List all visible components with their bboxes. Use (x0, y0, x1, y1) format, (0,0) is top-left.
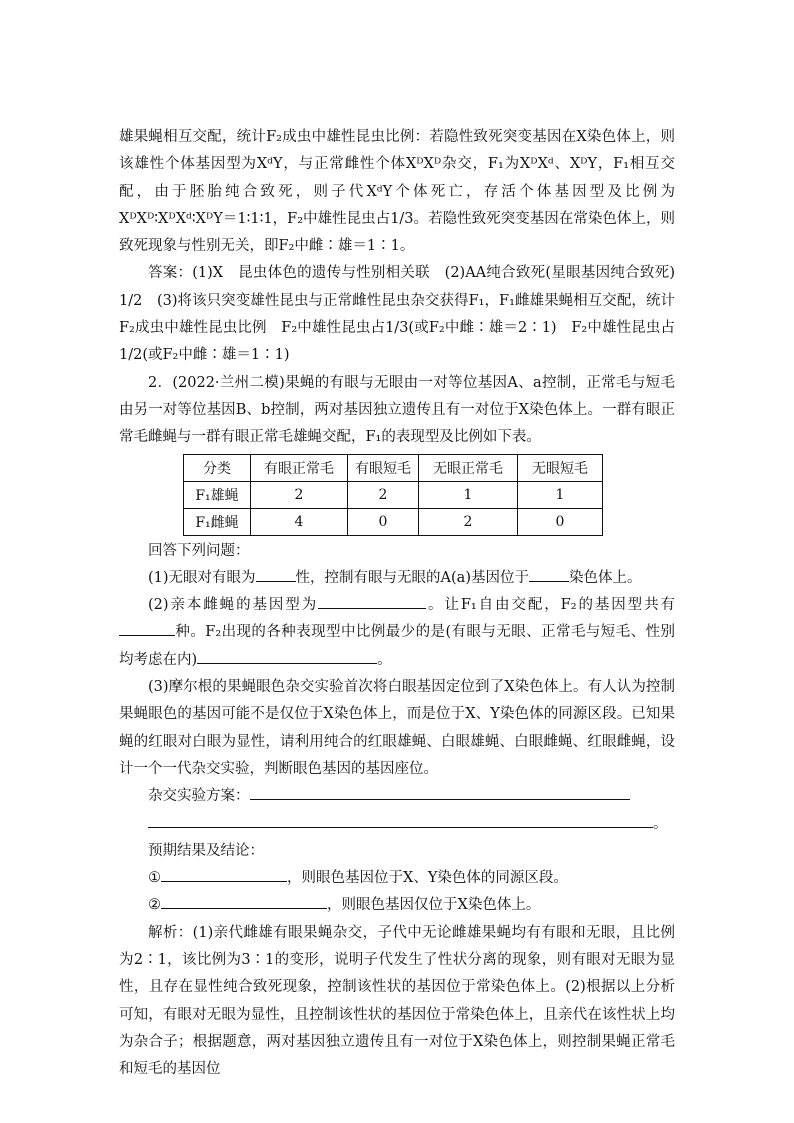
answer-paragraph: 答案：(1)X 昆虫体色的遗传与性别相关联 (2)AA纯合致死(星眼基因纯合致死) 1/2 (3)将该只突变雄性昆虫与正常雌性昆虫杂交获得F₁，F₁雌雄果蝇相互交配，统计F₂成虫中雄性昆虫比例 F₂中雄性昆虫占1/3(或F₂中雌∶雄＝2∶1) F₂中雄性昆虫占1/2(或F₂中雌∶雄＝1∶1) (119, 265, 690, 364)
table-cell: 0 (348, 508, 419, 535)
question-2 (119, 592, 675, 674)
table-header-cell: 有眼正常毛 (251, 454, 348, 481)
result-1-num: ① (148, 870, 161, 887)
q1-text-a: (1)无眼对有眼为 (148, 569, 256, 586)
result-1 (119, 865, 675, 892)
answer-blank[interactable] (119, 619, 175, 636)
answer-blank[interactable] (148, 811, 653, 828)
table-row (184, 508, 603, 535)
phenotype-table (183, 454, 603, 536)
table-cell: 4 (251, 508, 348, 535)
question-1 (119, 565, 675, 592)
question-3: (3)摩尔根的果蝇眼色杂交实验首次将白眼基因定位到了X染色体上。有人认为控制果蝇眼色的基因可能不是仅位于X染色体上，而是位于X、Y染色体的同源区段。已知果蝇的红眼对白眼为显性，请利用纯合的红眼雄蝇、白眼雄蝇、白眼雌蝇、红眼雌蝇，设计一个一代杂交实验，判断眼色基因的基因座位。 (119, 679, 675, 777)
period: 。 (653, 815, 668, 832)
table-cell: 0 (518, 508, 603, 535)
table-header-cell: 有眼短毛 (348, 454, 419, 481)
result-2 (119, 892, 675, 919)
answer-blank[interactable] (250, 783, 630, 800)
paragraph-intro: 雄果蝇相互交配，统计F₂成虫中雄性昆虫比例：若隐性致死突变基因在X染色体上，则该雄性个体基因型为XᵈY，与正常雌性个体XᴰXᴰ杂交，F₁为XᴰXᵈ、XᴰY，F₁相互交配，由于胚胎纯合致死，则子代XᵈY个体死亡，存活个体基因型及比例为XᴰXᴰ∶XᴰXᵈ∶XᴰY＝1∶1∶1，F₂中雄性昆虫占1/3。若隐性致死突变基因在常染色体上，则致死现象与性别无关，即F₂中雌∶雄＝1∶1。 (119, 129, 675, 255)
q1-text-b: 性，控制有眼与无眼的A(a)基因位于 (295, 569, 529, 586)
q2-text-d: 。 (377, 651, 392, 668)
table-cell: 1 (518, 481, 603, 508)
q2-text-b: 。让F₁自由交配，F₂的基因型共有 (426, 597, 675, 614)
scheme-line (119, 783, 675, 810)
answer-blank[interactable] (529, 565, 569, 582)
result-2-text: ，则眼色基因仅位于X染色体上。 (327, 897, 541, 914)
analysis-paragraph: 解析：(1)亲代雌雄有眼果蝇杂交，子代中无论雌雄果蝇均有有眼和无眼，且比例为2∶1，该比例为3∶1的变形，说明子代发生了性状分离的现象，则有眼对无眼为显性，且存在显性纯合致死现象，控制该性状的基因位于常染色体上。(2)根据以上分析可知，有眼对无眼为显性，且控制该性状的基因位于常染色体上，且亲代在该性状上均为杂合子；根据题意，两对基因独立遗传且有一对位于X染色体上，则控制果蝇正常毛和短毛的基因位 (119, 924, 675, 1078)
answer-blank[interactable] (318, 592, 426, 609)
table-header-cell: 分类 (184, 454, 251, 481)
scheme-line-2 (119, 811, 675, 838)
answer-prompt: 回答下列问题： (148, 542, 250, 559)
answer-blank[interactable] (161, 865, 287, 882)
expect-label: 预期结果及结论： (148, 842, 264, 859)
q2-text-a: (2)亲本雌蝇的基因型为 (148, 597, 319, 614)
table-cell: 1 (419, 481, 518, 508)
document-page (119, 124, 690, 1084)
q2-text-c: 种。F₂出现的各种表现型中比例最少的是(有眼与无眼、正常毛与短毛、性别均考虑在内) (119, 624, 675, 668)
answer-blank[interactable] (197, 647, 377, 664)
answer-blank[interactable] (256, 565, 296, 582)
table-header-cell: 无眼正常毛 (419, 454, 518, 481)
question-2-stem: 2．(2022·兰州二模)果蝇的有眼与无眼由一对等位基因A、a控制，正常毛与短毛由另一对等位基因B、b控制，两对基因独立遗传且有一对位于X染色体上。一群有眼正常毛雌蝇与一群有眼正常毛雄蝇交配，F₁的表现型及比例如下表。 (119, 374, 675, 446)
table-cell: 2 (251, 481, 348, 508)
table-row (184, 481, 603, 508)
q1-text-c: 染色体上。 (568, 569, 642, 586)
result-2-num: ② (148, 897, 161, 914)
answer-blank[interactable] (161, 892, 327, 909)
table-header-row (184, 454, 603, 481)
table-cell: F₁雌蝇 (184, 508, 251, 535)
table-cell: 2 (348, 481, 419, 508)
table-cell: 2 (419, 508, 518, 535)
table-header-cell: 无眼短毛 (518, 454, 603, 481)
table-cell: F₁雄蝇 (184, 481, 251, 508)
scheme-label: 杂交实验方案： (148, 788, 250, 805)
result-1-text: ，则眼色基因位于X、Y染色体的同源区段。 (287, 870, 568, 887)
